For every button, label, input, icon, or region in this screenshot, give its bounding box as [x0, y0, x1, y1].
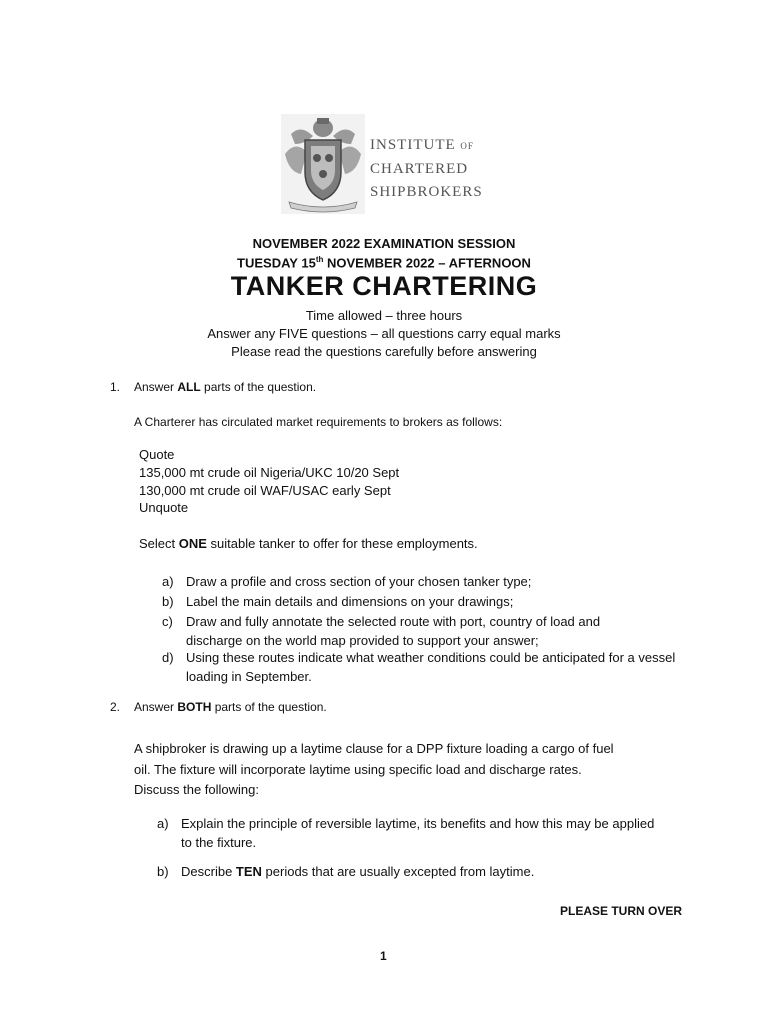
part-text: Describe TEN periods that are usually excepted from laytime.: [181, 864, 535, 879]
crest-icon: [281, 114, 365, 214]
part-label: b): [157, 864, 169, 879]
exam-date: TUESDAY 15th NOVEMBER 2022 – AFTERNOON: [237, 255, 531, 271]
question-1-number: 1.: [110, 380, 121, 394]
page-title: TANKER CHARTERING: [230, 271, 538, 301]
logo-line-chartered: CHARTERED: [370, 161, 469, 177]
exam-session: NOVEMBER 2022 EXAMINATION SESSION: [252, 236, 516, 251]
question-1-intro: A Charterer has circulated market requirements to brokers as follows:: [134, 415, 503, 429]
quote-line: 130,000 mt crude oil WAF/USAC early Sept: [139, 483, 391, 498]
institute-logo: [281, 114, 487, 214]
question-1-part-b: [162, 592, 682, 611]
logo-wordmark: [370, 134, 483, 204]
quote-line: Quote: [139, 447, 175, 462]
part-label: a): [162, 574, 174, 589]
please-turn-over: PLEASE TURN OVER: [560, 904, 683, 918]
question-1-part-d: [162, 648, 682, 686]
question-2-heading: Answer BOTH parts of the question.: [134, 700, 327, 714]
part-text: Label the main details and dimensions on your drawings;: [186, 594, 514, 609]
question-1-select: Select ONE suitable tanker to offer for these employments.: [139, 536, 478, 551]
quote-line: 135,000 mt crude oil Nigeria/UKC 10/20 Sept: [139, 465, 400, 480]
instruction-answer: Answer any FIVE questions – all questions carry equal marks: [207, 326, 561, 341]
part-text: Draw and fully annotate the selected route with port, country of load and discharge on the world map provided to support your answer;: [186, 614, 601, 648]
question-2-number: 2.: [110, 700, 121, 714]
question-1-part-a: [162, 572, 682, 591]
quote-line: Unquote: [139, 500, 189, 515]
page-number: 1: [380, 949, 387, 963]
question-2-paragraph-line: Discuss the following:: [134, 782, 259, 797]
part-text: Using these routes indicate what weather conditions could be anticipated for a vessel loading in September.: [186, 650, 676, 684]
question-2-part-a: [157, 814, 677, 852]
question-2-paragraph-line: A shipbroker is drawing up a laytime clause for a DPP fixture loading a cargo of fuel: [134, 741, 614, 756]
part-text: Draw a profile and cross section of your chosen tanker type;: [186, 574, 532, 589]
instruction-time: Time allowed – three hours: [305, 308, 463, 323]
part-label: c): [162, 614, 173, 629]
question-2-paragraph-line: oil. The fixture will incorporate laytime using specific load and discharge rates.: [134, 762, 582, 777]
question-1-heading: Answer ALL parts of the question.: [134, 380, 317, 394]
question-1-part-c: [162, 612, 682, 650]
instruction-read: Please read the questions carefully before answering: [231, 344, 537, 359]
part-label: d): [162, 650, 174, 665]
logo-line-shipbrokers: SHIPBROKERS: [370, 184, 483, 200]
part-label: a): [157, 816, 169, 831]
logo-line-institute: INSTITUTE OF: [370, 137, 474, 153]
part-text: Explain the principle of reversible laytime, its benefits and how this may be applied to the fixture.: [181, 816, 655, 850]
question-2-part-b: [157, 862, 677, 881]
part-label: b): [162, 594, 174, 609]
